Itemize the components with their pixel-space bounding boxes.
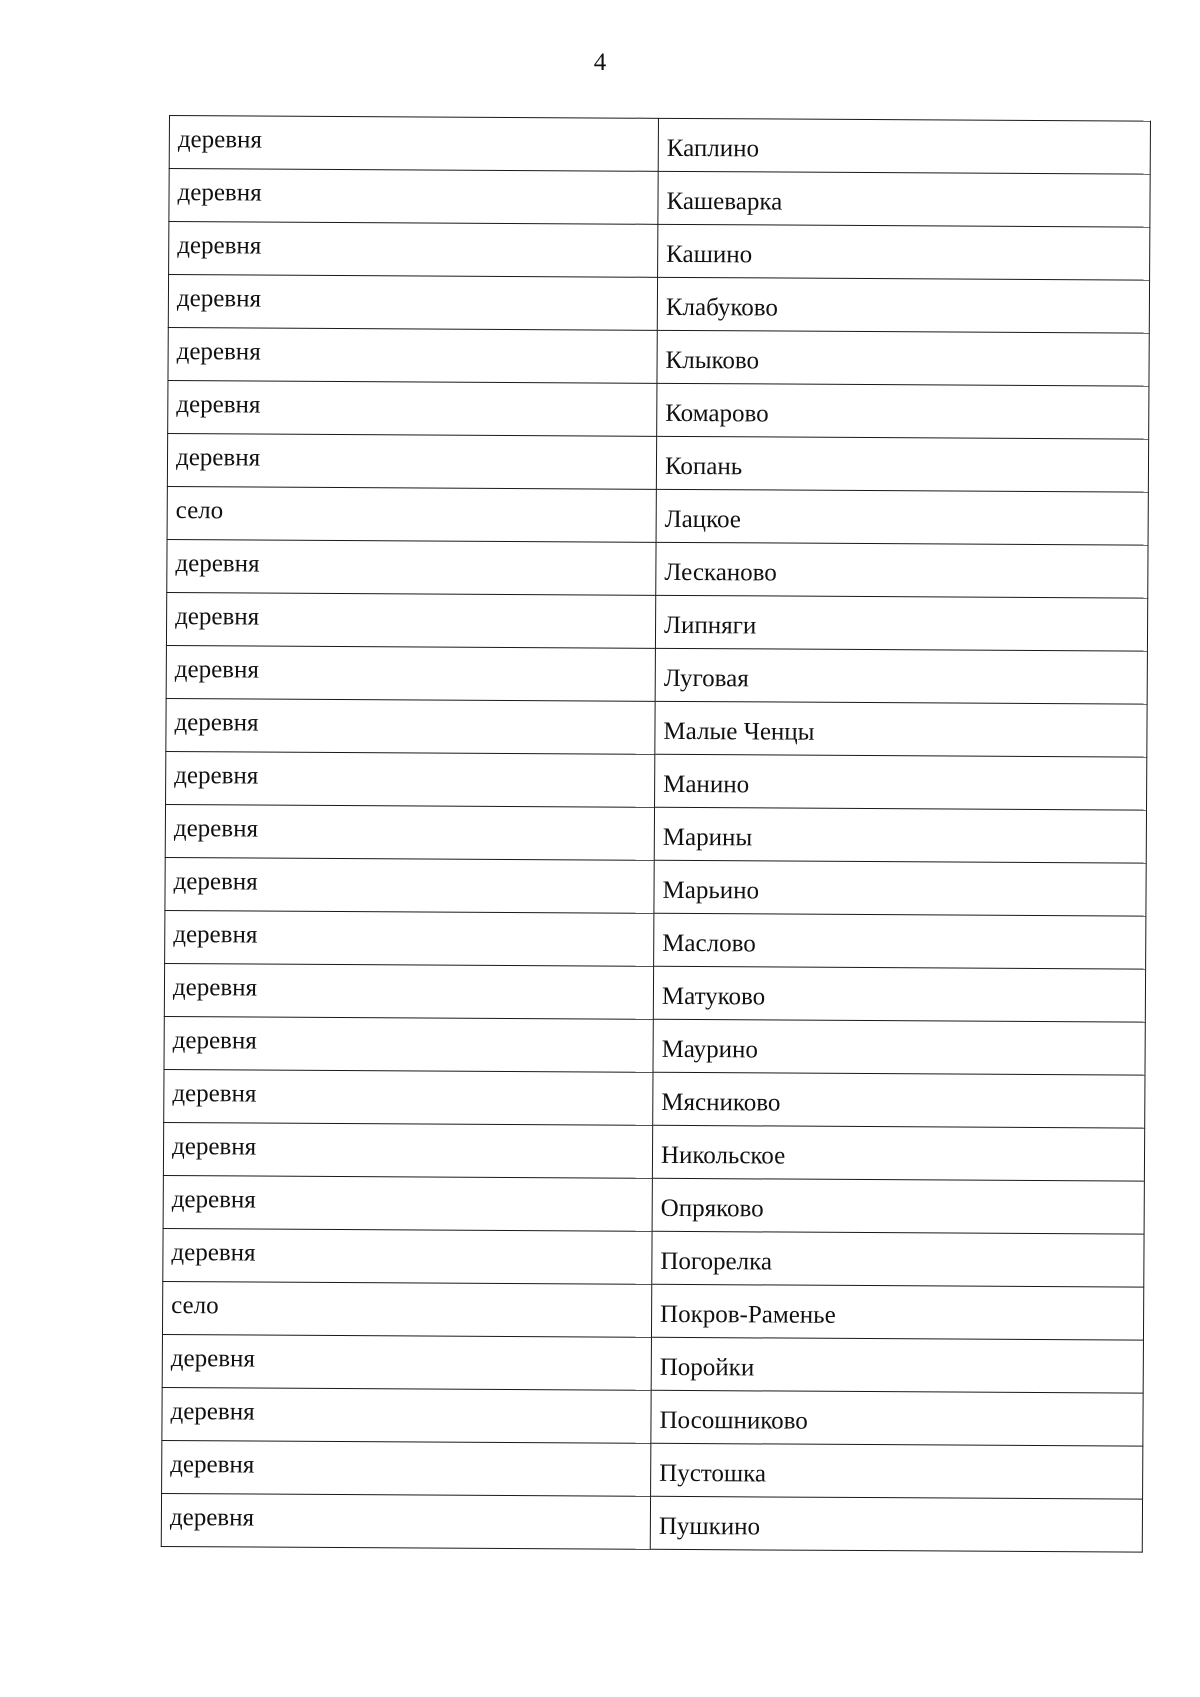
settlement-type-cell: село (167, 486, 656, 542)
settlement-type-cell: деревня (162, 1387, 651, 1443)
table-row (166, 751, 1147, 810)
settlement-type-cell: деревня (168, 327, 657, 383)
settlement-name-cell: Никольское (652, 1125, 1144, 1181)
table-row (162, 1387, 1143, 1446)
settlement-name-cell: Марьино (654, 860, 1146, 916)
settlement-type-cell: деревня (166, 698, 655, 754)
settlement-type-cell: деревня (166, 645, 655, 701)
table-row (169, 116, 1150, 175)
table-row (164, 1016, 1145, 1075)
table-row (166, 592, 1147, 651)
settlement-name-cell: Копань (656, 436, 1148, 492)
settlement-type-cell: деревня (161, 1493, 650, 1549)
settlement-type-cell: деревня (165, 857, 654, 913)
settlement-type-cell: деревня (165, 910, 654, 966)
table-row (169, 222, 1150, 281)
settlement-name-cell: Каплино (658, 118, 1150, 174)
settlement-name-cell: Манино (655, 754, 1147, 810)
settlement-name-cell: Опряково (652, 1178, 1144, 1234)
settlement-type-cell: деревня (169, 169, 658, 225)
settlement-type-cell: деревня (164, 963, 653, 1019)
settlement-type-cell: деревня (162, 1440, 651, 1496)
settlement-name-cell: Комарово (657, 383, 1149, 439)
settlement-type-cell: деревня (164, 1069, 653, 1125)
settlement-name-cell: Луговая (655, 648, 1147, 704)
settlement-name-cell: Поройки (651, 1337, 1143, 1393)
settlement-name-cell: Покров-Раменье (651, 1284, 1143, 1340)
table-row (163, 1175, 1144, 1234)
settlement-type-cell: деревня (169, 116, 658, 172)
table-row (163, 1122, 1144, 1181)
settlement-type-cell: деревня (167, 539, 656, 595)
settlement-name-cell: Погорелка (652, 1231, 1144, 1287)
table-row (168, 380, 1149, 439)
settlement-type-cell: деревня (163, 1228, 652, 1284)
table-row (165, 857, 1146, 916)
settlement-type-cell: деревня (167, 433, 656, 489)
settlement-type-cell: деревня (165, 804, 654, 860)
settlement-type-cell: деревня (166, 592, 655, 648)
settlement-name-cell: Маурино (653, 1019, 1145, 1075)
settlement-type-cell: деревня (163, 1122, 652, 1178)
settlement-type-cell: деревня (164, 1016, 653, 1072)
table-row (166, 645, 1147, 704)
settlement-name-cell: Кашеварка (658, 171, 1150, 227)
table-row (165, 804, 1146, 863)
table-row (164, 1069, 1145, 1128)
settlement-name-cell: Мясниково (653, 1072, 1145, 1128)
table-row (166, 698, 1147, 757)
settlement-type-cell: деревня (162, 1334, 651, 1390)
table-row (162, 1440, 1143, 1499)
table-row (162, 1281, 1143, 1340)
settlement-name-cell: Клыково (657, 330, 1149, 386)
settlement-name-cell: Липняги (655, 595, 1147, 651)
page-number: 4 (593, 49, 607, 76)
table-row (168, 275, 1149, 334)
table-body (161, 116, 1150, 1553)
settlement-name-cell: Пустошка (651, 1443, 1143, 1499)
settlement-name-cell: Марины (654, 807, 1146, 863)
settlement-name-cell: Лесканово (656, 542, 1148, 598)
settlement-type-cell: деревня (168, 380, 657, 436)
settlement-type-cell: деревня (169, 222, 658, 278)
table-row (165, 910, 1146, 969)
settlement-name-cell: Клабуково (657, 277, 1149, 333)
settlement-type-cell: деревня (168, 275, 657, 331)
settlement-name-cell: Матуково (653, 966, 1145, 1022)
table-row (169, 169, 1150, 228)
settlement-type-cell: деревня (163, 1175, 652, 1231)
table-row (167, 486, 1148, 545)
settlement-name-cell: Лацкое (656, 489, 1148, 545)
settlement-name-cell: Пушкино (650, 1496, 1142, 1552)
settlement-name-cell: Малые Ченцы (655, 701, 1147, 757)
table-row (168, 327, 1149, 386)
table-row (164, 963, 1145, 1022)
settlement-type-cell: село (162, 1281, 651, 1337)
settlement-type-cell: деревня (166, 751, 655, 807)
table-row (167, 539, 1148, 598)
settlement-name-cell: Посошниково (651, 1390, 1143, 1446)
table-row (161, 1493, 1142, 1552)
settlements-table (161, 115, 1151, 1553)
settlement-name-cell: Кашино (658, 224, 1150, 280)
table-row (163, 1228, 1144, 1287)
settlement-name-cell: Маслово (654, 913, 1146, 969)
table-row (167, 433, 1148, 492)
table-row (162, 1334, 1143, 1393)
settlements-table-container (161, 115, 1149, 1553)
